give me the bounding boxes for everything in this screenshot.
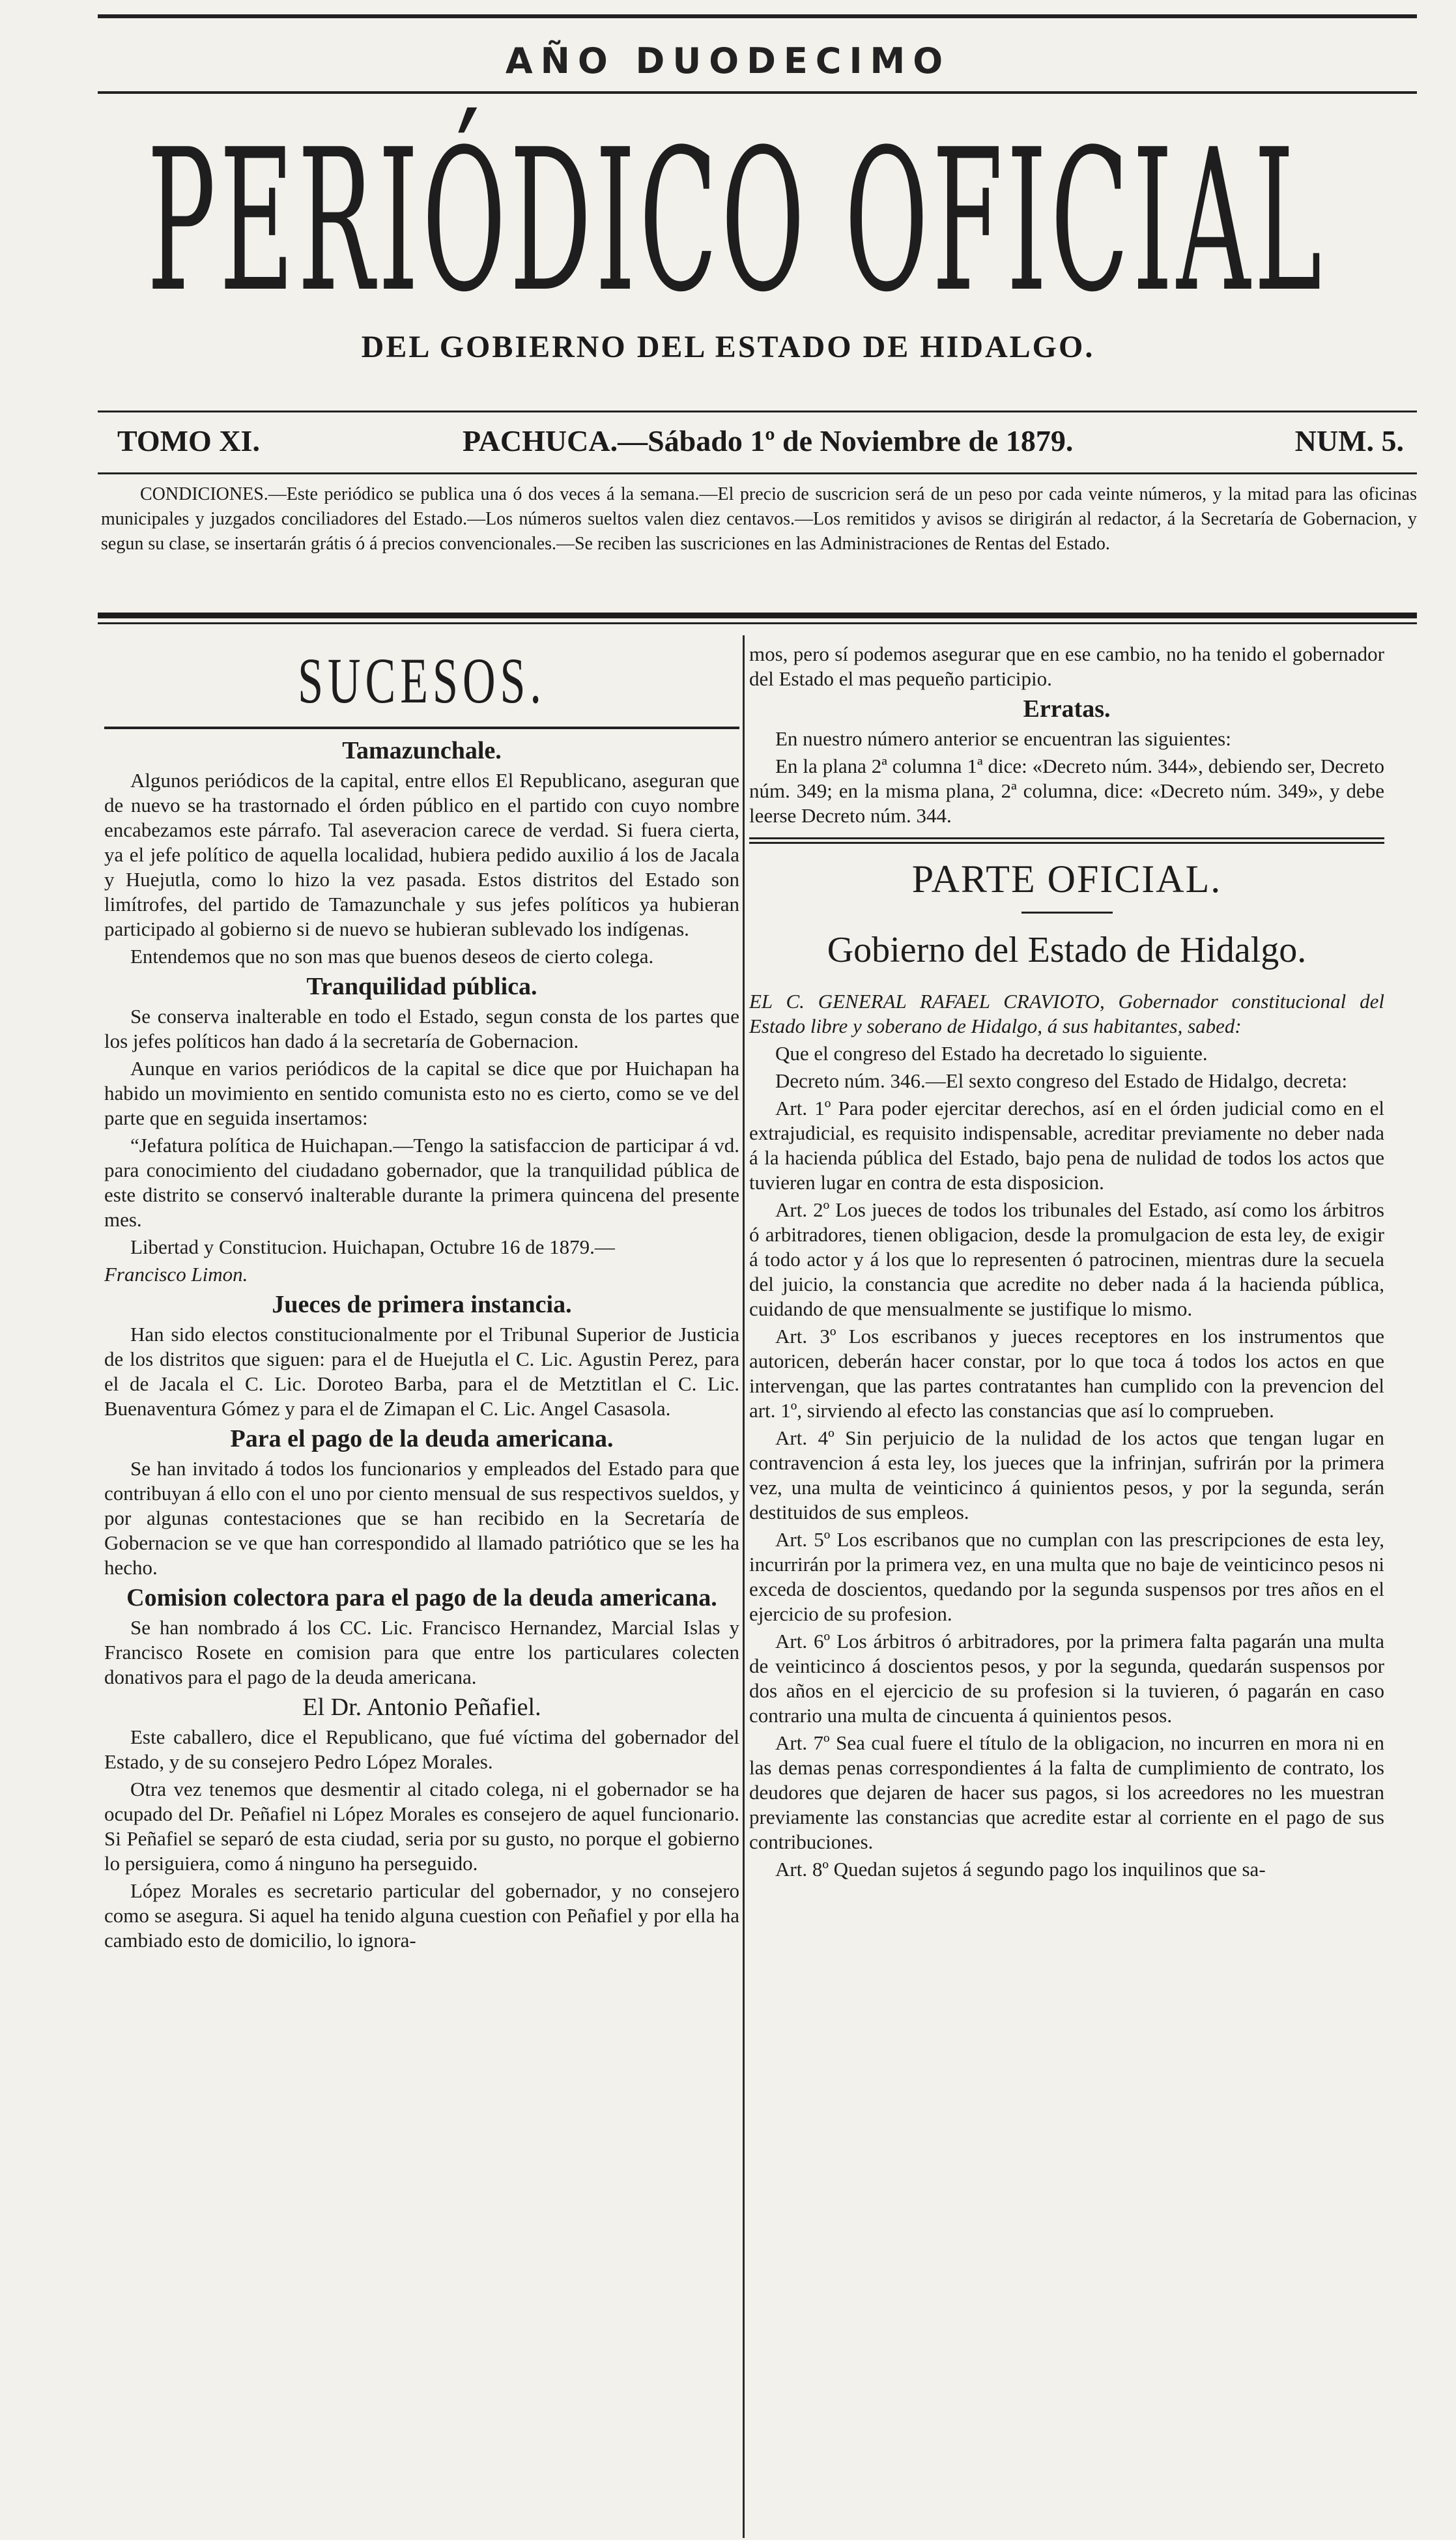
article-paragraph: Este caballero, dice el Republicano, que fué víctima del gobernador del Estado, y de su consejero Pedro López Morales. xyxy=(104,1725,739,1773)
article-paragraph: Otra vez tenemos que desmentir al citado colega, ni el gobernador se ha ocupado del Dr. Peñafiel ni López Morales es consejero de aquel funcionario. Si Peñafiel se separó de esta ciudad, seria por su gusto, no porque el gobierno lo persiguiera, como á ninguno ha perseguido. xyxy=(104,1778,739,1875)
article-paragraph: mos, pero sí podemos asegurar que en ese cambio, no ha tenido el gobernador del Estado el mas pequeño participio. xyxy=(749,642,1384,690)
rule xyxy=(104,727,739,729)
decree-article: Art. 3º Los escribanos y jueces receptores en los instrumentos que autoricen, deberán hacer constar, por lo que toca á todos los actos en que intervengan, que las partes contratantes han cumplido con la prevencion del art. 1º, sirviendo al efecto las constancias que así lo comprueben. xyxy=(749,1325,1384,1422)
rule xyxy=(98,411,1417,412)
decree-article: Art. 6º Los árbitros ó arbitradores, por la primera falta pagarán una multa de veinticinco á doscientos pesos, y por la segunda, quedarán suspensos por dos años en el ejercicio de su profesion si la tuvieren, ó pagarán en caso contrario una multa de cincuenta á quinientos pesos. xyxy=(749,1630,1384,1727)
article-heading: El Dr. Antonio Peñafiel. xyxy=(302,1694,541,1721)
signature: Francisco Limon. xyxy=(104,1263,248,1286)
issue-number: NUM. 5. xyxy=(1294,424,1404,457)
decree-article: Art. 2º Los jueces de todos los tribunales del Estado, así como los árbitros ó arbitradores, tienen obligacion, desde la promulgacion de esta ley, de exigir á todo actor y á los que lo representen ó patrocinen, mientras dure la secuela del juicio, la constancia que acredite no deber nada á la hacienda pública, cuidando de que mensualmente se justifique lo mismo. xyxy=(749,1198,1384,1320)
article-paragraph: Que el congreso del Estado ha decretado lo siguiente. xyxy=(775,1042,1208,1065)
decree-article: Art. 5º Los escribanos que no cumplan con las prescripciones de esta ley, incurrirán por la primera vez, en una multa que no baje de veinticinco pesos ni exceda de doscientos, quedando por la segunda suspensos por tres años en el ejercicio de su profesion. xyxy=(749,1528,1384,1625)
masthead-subtitle: DEL GOBIERNO DEL ESTADO DE HIDALGO. xyxy=(361,330,1095,364)
article-paragraph: Aunque en varios periódicos de la capital se dice que por Huichapan ha habido un movimiento en sentido comunista esto no es cierto, como se ve del parte que en seguida insertamos: xyxy=(104,1057,739,1129)
section-title-sucesos: SUCESOS. xyxy=(298,644,546,717)
article-paragraph: Libertad y Constitucion. Huichapan, Octubre 16 de 1879.— xyxy=(130,1235,615,1258)
rule xyxy=(98,622,1417,624)
article-heading: Comision colectora para el pago de la deuda americana. xyxy=(126,1584,717,1611)
decree-article: Art. 7º Sea cual fuere el título de la obligacion, no incurren en mora ni en las demas penas correspondientes á la falta de cumplimiento de contrato, los deudores que dejaren de hacer sus pagos, si los acreedores no les muestran previamente las constancias que acredite estar al corriente en el pago de sus contribuciones. xyxy=(749,1731,1384,1853)
decree-article: Art. 4º Sin perjuicio de la nulidad de los actos que tengan lugar en contravencion á esta ley, los jueces que la infrinjan, sufrirán por la primera vez, una multa de veinticinco á quinientos pesos, y por la segunda, serán destituidos de sus empleos. xyxy=(749,1426,1384,1523)
tomo-label: TOMO XI. xyxy=(117,424,260,457)
column-left xyxy=(104,642,739,1956)
year-rule xyxy=(98,91,1417,94)
column-right xyxy=(749,642,1384,1884)
issue-info-bar xyxy=(117,424,1404,469)
article-paragraph: Se han nombrado á los CC. Lic. Francisco Hernandez, Marcial Islas y Francisco Rosete en comision para que entre los particulares colecten donativos para el pago de la deuda americana. xyxy=(104,1616,739,1688)
top-rule xyxy=(98,14,1417,18)
column-divider xyxy=(743,635,745,2538)
article-paragraph: Algunos periódicos de la capital, entre ellos El Republicano, aseguran que de nuevo se ha trastornado el órden público en el partido con cuyo nombre encabezamos este párrafo. Tal aseveracion carece de verdad. Si fuera cierta, ya el jefe político de aquella localidad, hubiera pedido auxilio á los de Jacala y Huejutla, como lo hizo la vez pasada. Estos distritos del Estado son limítrofes, del partido de Tamazunchale y sus jefes políticos ya hubieran participado al gobierno si de nuevo se hubieran sublevado los indígenas. xyxy=(104,769,739,940)
year-label: AÑO DUODECIMO xyxy=(505,40,951,81)
article-paragraph: López Morales es secretario particular del gobernador, y no consejero como se asegura. Si aquel ha tenido alguna cuestion con Peñafiel y por ella ha cambiado esto de domicilio, lo ignora- xyxy=(104,1879,739,1952)
article-heading: Tranquilidad pública. xyxy=(306,973,537,1000)
article-paragraph: En la plana 2ª columna 1ª dice: «Decreto núm. 344», debiendo ser, Decreto núm. 349; en la misma plana, 2ª columna, dice: «Decreto núm. 349», y debe leerse Decreto núm. 344. xyxy=(749,755,1384,827)
place-date: PACHUCA.—Sábado 1º de Noviembre de 1879. xyxy=(463,424,1074,457)
article-paragraph: Entendemos que no son mas que buenos deseos de cierto colega. xyxy=(130,945,654,968)
heavy-rule xyxy=(98,613,1417,618)
article-paragraph: En nuestro número anterior se encuentran las siguientes: xyxy=(775,727,1231,750)
government-heading: Gobierno del Estado de Hidalgo. xyxy=(827,930,1307,970)
rule xyxy=(1021,912,1113,914)
article-heading: Erratas. xyxy=(1023,695,1111,723)
article-paragraph: Se han invitado á todos los funcionarios y empleados del Estado para que contribuyan á ello con el uno por ciento mensual de sus respectivos sueldos, y por algunas contestaciones que se han recibido en la Secretaría de Gobernacion se ve que han correspondido al llamado patriótico que se les ha hecho. xyxy=(104,1457,739,1579)
article-paragraph: Decreto núm. 346.—El sexto congreso del Estado de Hidalgo, decreta: xyxy=(775,1069,1348,1092)
rule xyxy=(98,472,1417,474)
decree-article: Art. 8º Quedan sujetos á segundo pago los inquilinos que sa- xyxy=(775,1858,1266,1881)
double-rule xyxy=(749,837,1384,844)
article-heading: Tamazunchale. xyxy=(342,737,502,764)
decree-article: Art. 1º Para poder ejercitar derechos, así en el órden judicial como en el extrajudicial, es requisito indispensable, acreditar previamente no deber nada á la hacienda pública del Estado, bajo pena de nulidad de todos los actos que tuvieren lugar en contra de esta disposicion. xyxy=(749,1097,1384,1194)
article-heading: Jueces de primera instancia. xyxy=(272,1291,572,1318)
decree-intro: EL C. GENERAL RAFAEL CRAVIOTO, Gobernador constitucional del Estado libre y soberano de Hidalgo, á sus habitantes, sabed: xyxy=(749,990,1384,1037)
subscription-conditions: CONDICIONES.—Este periódico se publica una ó dos veces á la semana.—El precio de suscricion será de un peso por cada veinte números, y la mitad para las oficinas municipales y juzgados conciliadores del Estado.—Los números sueltos valen diez centavos.—Los remitidos y avisos se dirigirán al redactor, á la Secretaría de Gobernacion, y segun su clase, se insertarán grátis ó á precios convencionales.—Se reciben las suscriciones en las Administraciones de Rentas del Estado. xyxy=(101,484,1417,554)
article-paragraph: Han sido electos constitucionalmente por el Tribunal Superior de Justicia de los distritos que siguen: para el de Huejutla el C. Lic. Agustin Perez, para el de Jacala el C. Lic. Doroteo Barba, para el de Metztitlan el C. Lic. Buenaventura Gómez y para el de Zimapan el C. Lic. Angel Casasola. xyxy=(104,1323,739,1420)
article-heading: Para el pago de la deuda americana. xyxy=(230,1425,614,1452)
masthead-title: PERIÓDICO OFICIAL xyxy=(147,108,1326,335)
article-paragraph: Se conserva inalterable en todo el Estado, segun consta de los partes que los jefes políticos han dado á la secretaría de Gobernacion. xyxy=(104,1005,739,1052)
article-paragraph: “Jefatura política de Huichapan.—Tengo la satisfaccion de participar á vd. para conocimiento del ciudadano gobernador, que la tranquilidad pública de este distrito se conservó inalterable durante la primera quincena del presente mes. xyxy=(104,1134,739,1231)
section-title-parte-oficial: PARTE OFICIAL. xyxy=(911,858,1222,901)
